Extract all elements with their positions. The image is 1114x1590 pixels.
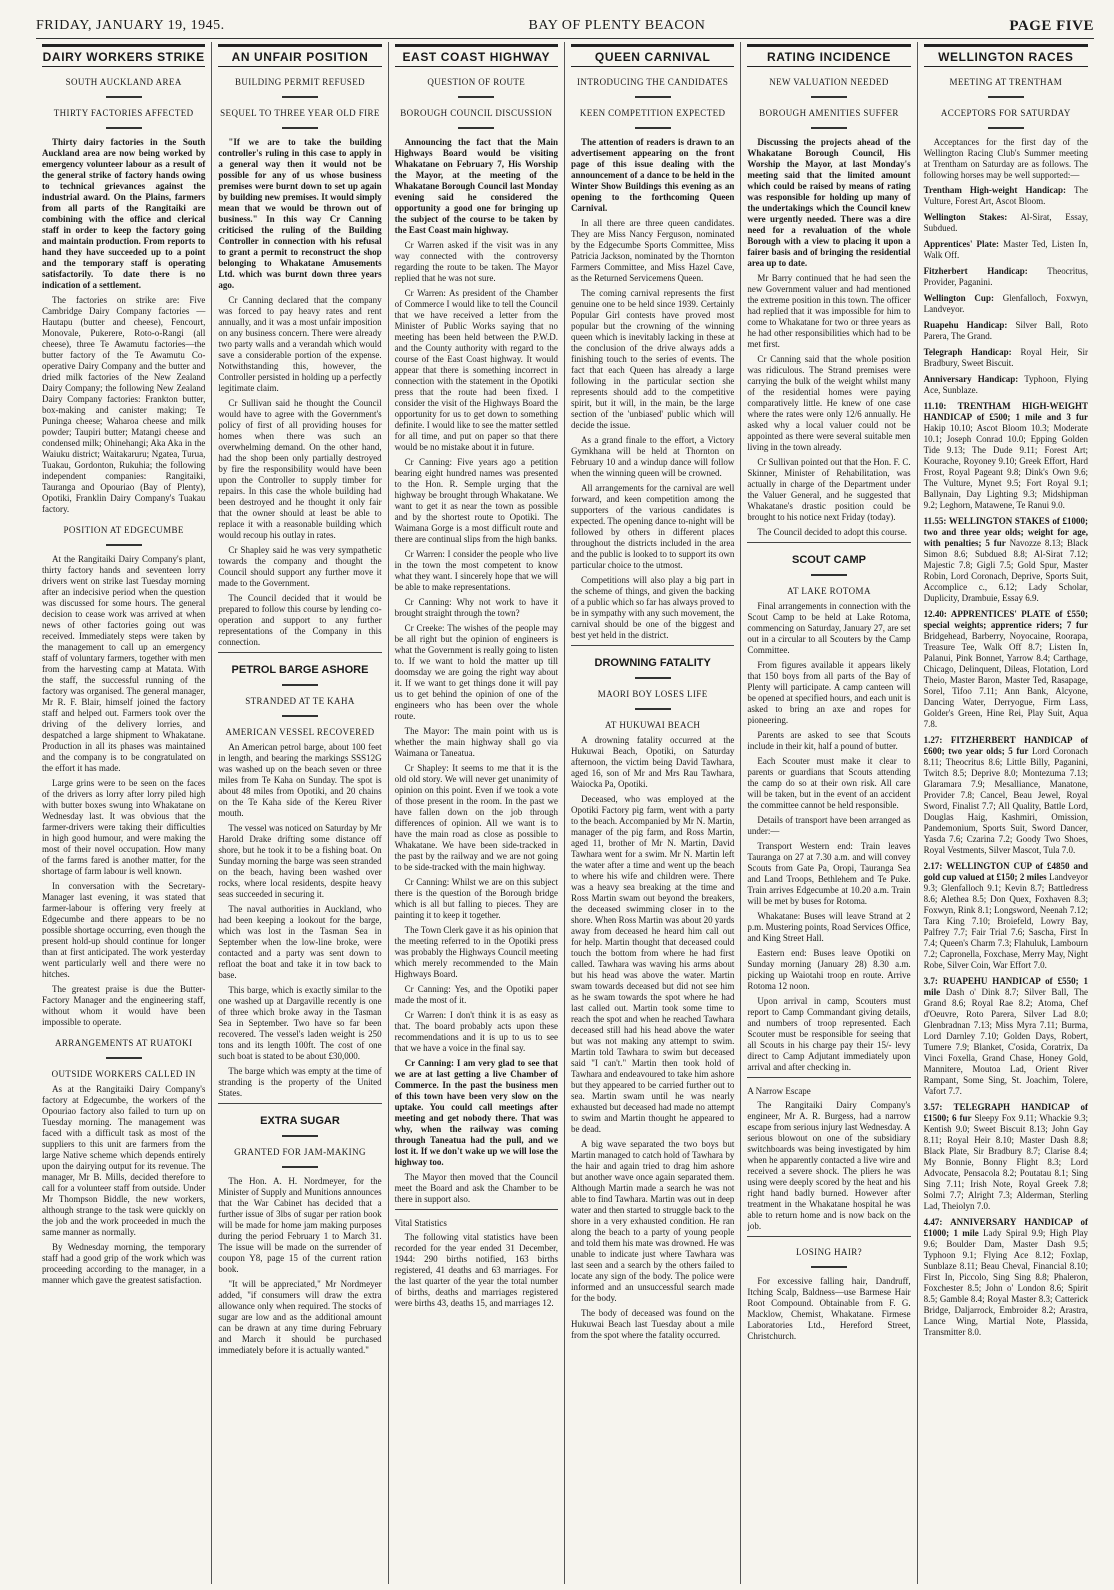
race-title: 12.40: APPRENTICES' PLATE of £550; special weights; apprentice riders; 7 fur: [923, 609, 1088, 630]
tip-race: Ruapehu Handicap:: [923, 320, 1008, 330]
tip-item: [924, 212, 1088, 234]
tip-item: [924, 266, 1088, 288]
paragraph: The Mayor then moved that the Council meet the Board and ask the Chamber to be there in support also.: [394, 1172, 558, 1204]
paragraph: Details of transport have been arranged as under:—: [747, 815, 911, 836]
divider: [282, 127, 318, 129]
paragraph: This barge, which is exactly similar to the one washed up at Dargaville recently is one of three which broke away in the Tasman Sea in September. Two have so far been recovered. The vessel's laden weight is 250 tons and its length 100ft. The cost of one such boat is stated to be about £30,000.: [218, 985, 382, 1061]
paragraph: At the Rangitaiki Dairy Company's plant, thirty factory hands and seventeen lorry drivers went on strike last Tuesday morning after an indecisive period when the question was discussed for some hours. The general decision to cease work was arrived at when news of other factories going out was received. Immediately steps were taken by the management to call up an emergency staff of voluntary farmers, together with men from the harvesting camp at Matata. With the staff, the successful running of the factory was organised. The general manager, Mr R. F. Blair, himself joined the factory staff and helped out. Farmers took over the driving of the delivery lorries, and despatched a large shipment to Whakatane. Production in all its phases was maintained and the company is to be congratulated on the effort it has made.: [42, 554, 206, 773]
divider: [747, 542, 910, 543]
headline: EAST COAST HIGHWAY: [395, 44, 558, 67]
paragraph: Cr Warren: As president of the Chamber of Commerce I would like to tell the Council that we have received a letter from the Minister of Public Works saying that no meeting has been held between the P.W.D. and the County authority with regard to the course of the East Coast highway. It would appear that there is something incorrect in connection with the statement in the Opotiki press that the route had been fixed. I consider the visit of the Highways Board the opportunity for us to get down to something definite. I would like to see the matter settled for all time, and put on paper so that there would be no mistake about it in future.: [394, 288, 558, 452]
tip-horses: Royal Heir, Sir Bradbury, Sweet Biscuit.: [923, 347, 1088, 368]
subheading: OUTSIDE WORKERS CALLED IN: [51, 1069, 196, 1079]
paragraph: Transport Western end: Train leaves Tauranga on 27 at 7.30 a.m. and will convey Scouts from Gate Pa, Oropi, Tauranga Sea and Land Troops, Bethlehem and Te Puke. Train arrives Edgecumbe at 10.20 a.m. Train will be met by buses for Rotoma.: [747, 841, 911, 906]
headline: QUEEN CARNIVAL: [571, 44, 734, 67]
paragraph: The Council decided to adopt this course.: [757, 527, 908, 537]
paragraph: Cr Canning: Why not work to have it brought straight through the town?: [394, 597, 558, 618]
paragraph: Eastern end: Buses leave Opotiki on Sunday morning (January 28) 8.30 a.m. picking up Waiotahi troop en route. Arrive Rotoma 12 noon.: [747, 948, 911, 991]
paragraph: The Council decided that it would be prepared to follow this course by lending co-operation and support to any further representations of the Company in this connection.: [218, 593, 382, 647]
tip-race: Telegraph Handicap:: [923, 347, 1012, 357]
divider: [811, 574, 847, 576]
race-entry: [924, 735, 1088, 856]
tip-item: [924, 347, 1088, 369]
paragraph: In all there are three queen candidates. They are Miss Nancy Ferguson, nominated by the Edgecumbe Sports Committee, Miss Patricia Jackson, nominated by the Thornton Farmers Committee, and Miss Hazel Cave, as the Returned Servicemens Queen.: [570, 218, 735, 283]
race-entry: [924, 861, 1088, 971]
tips-list: [924, 185, 1088, 396]
race-field: Hakip 10.10; Ascot Bloom 10.3; Moderate 10.1; Joseph Conrad 10.0; Epping Golden Tide 9.13; The Dude 9.11; Forest Art; Kourache, Royoney 9.10; Greek Effort, Hard Frost, Royal Pageant 9.8; Dink's Own 9.6; The Vulture, Mynet 9.5; Fort Royal 9.1; Ballynain, Day Lighting 9.3; Midshipman 9.2; Leghorn, Matawene, Te Ranui 9.0.: [923, 423, 1088, 510]
paragraph: Cr Sullivan said he thought the Council would have to agree with the Government's policy of first of all providing houses for homes when there was such an overwhelming demand. On the other hand, had the shop been only partially destroyed by fire the responsibility would have been upon the Controller to supply timber for repairs. In this case the whole building had been destroyed and he thought it only fair that the owner should at least be able to replace it with a reasonable building which would recoup his outlay in rates.: [218, 398, 382, 540]
headline: RATING INCIDENCE: [747, 44, 910, 67]
paragraph: A drowning fatality occurred at the Hukuwai Beach, Opotiki, on Saturday afternoon, the victim being David Tawhara, aged 16, son of Mr and Mrs Rau Tawhara, Waiocka Pa, Opotiki.: [570, 735, 735, 789]
section-heading: EXTRA SUGAR: [260, 1115, 340, 1127]
subheading: AT HUKUWAI BEACH: [605, 720, 701, 730]
subheading: KEEN COMPETITION EXPECTED: [579, 108, 726, 118]
tip-horses: Al-Sirat, Essay, Subdued.: [923, 212, 1088, 233]
divider: [747, 1077, 910, 1078]
headline: DAIRY WORKERS STRIKE: [42, 44, 205, 67]
divider: [106, 544, 142, 546]
paragraph: Deceased, who was employed at the Opotiki Factory pig farm, went with a party to the beach. Accompanied by Mr N. Martin, manager of the pig farm, and Ross Martin, aged 11, brother of Mr N. Martin, David Tawhara went for a swim. Mr N. Martin left the water after a time and went up the beach to where his wife and children were. There was a heavy sea breaking at the time and Ross Martin swam out beyond the breakers, the deceased swimming closer in to the shore. When Ross Martin was about 20 yards away from deceased he heard him call out for help. Martin thought that deceased could touch the bottom from where he had first called. Tawhara was waving his arms about but his head was above the water. Martin swam towards deceased but did not see him as he swam towards the spot where he had last called out. Martin took some time to reach the spot and when he reached Tawhara deceased still had his head above the water but was not making any attempt to swim. Martin told Tawhara to swim but deceased said "I can't." Martin then took hold of Tawhara and endeavoured to take him ashore but they appeared to be carried further out to sea. Martin swam until he was nearly exhausted but deceased had made no attempt to swim and Martin thought he appeared to be dead.: [570, 794, 735, 1134]
race-title: 11.10: TRENTHAM HIGH-WEIGHT HANDICAP of £500; 1 mile and 3 fur: [923, 401, 1088, 422]
divider: [988, 96, 1024, 98]
tip-race: Fitzherbert Handicap:: [923, 266, 1028, 276]
divider: [747, 1236, 910, 1237]
paragraph: The following vital statistics have been recorded for the year ended 31 December, 1944: 290 births notified, 163 births registered, 41 deaths and 63 marriages. For the last quarter of the year the total number of births, deaths and marriages registered were births 43, deaths 15, and marriages 12.: [394, 1232, 558, 1308]
paragraph: Acceptances for the first day of the Wellington Racing Club's Summer meeting at Trentham on Saturday are as follows. The following horses may be well supported:—: [923, 137, 1088, 180]
race-entry: [924, 516, 1088, 604]
section-heading: Vital Statistics: [394, 1218, 447, 1228]
subheading: MEETING AT TRENTHAM: [949, 77, 1063, 87]
tip-race: Anniversary Handicap:: [923, 374, 1019, 384]
section-heading: LOSING HAIR?: [795, 1247, 863, 1257]
race-entry: [924, 401, 1088, 511]
divider: [811, 96, 847, 98]
paragraph: Mr Barry continued that he had seen the new Government valuer and had mentioned the extreme position in this town. The officer had replied that it was impossible for him to come to Whakatane for two or three years as he had other responsibilities which had to be met first.: [747, 273, 911, 349]
lead-paragraph: Thirty dairy factories in the South Auckland area are now being worked by emergency volunteer labour as a result of the general strike of factory hands owing to technical grievances against the industrial award. On the Plains, farmers from all parts of the Rangitaiki are combining with the office and clerical staff in order to keep the factory going and maintain production. From reports to hand they have succeeded up to a point and the temporary staff is operating satisfactorily. To date there is no indication of a settlement.: [42, 137, 206, 290]
paragraph: A big wave separated the two boys but Martin managed to catch hold of Tawhara by the hair and again tried to drag him ashore but another wave once again separated them. Although Martin made a search he was not able to find Tawhara. Martin was out in deep water and then started to struggle back to the shore in a very exhausted condition. He ran along the beach to a party of young people and told them his mate was drowned. He was unable to indicate just where Tawhara was last seen and a search by the others failed to locate any sign of the body. The police were informed and an unsuccessful search made for the body.: [570, 1139, 735, 1303]
paragraph: The body of deceased was found on the Hukuwai Beach last Tuesday about a mile from the spot where the fatality occurred.: [570, 1308, 735, 1340]
divider: [635, 677, 671, 679]
race-entry: [924, 609, 1088, 730]
paragraph: The barge which was empty at the time of stranding is the property of the United States.: [218, 1066, 382, 1098]
paragraph: The coming carnival represents the first genuine one to be held since 1939. Certainly Popular Girl contests have proved most popular but the crowning of the winning queen which is inevitably lacking in these at the conclusion of the drive always adds a finishing touch to the series of events. The fact that each Queen has already a large following in the particular section she represents should add to the competitive spirit, but it will, in the main, be the large section of the 'unbiased' public which will decide the issue.: [570, 288, 735, 430]
tip-horses: Glenfalloch, Foxwyn, Landveyor.: [923, 293, 1088, 314]
column-rating-incidence: [741, 42, 917, 1584]
tip-item: [924, 374, 1088, 396]
divider: [458, 127, 494, 129]
paragraph: Cr Canning said that the whole position was ridiculous. The Strand premises were carrying the bulk of the weight whilst many of the residential homes were paying comparatively little. He knew of one case where the rates were only 12/6 annually. He asked why a local valuer could not be appointed as there were several suitable men living in the town already.: [747, 354, 911, 452]
subheading: SEQUEL TO THREE YEAR OLD FIRE: [220, 108, 380, 118]
lead-paragraph: Cr Canning: I am very glad to see that we are at last getting a live Chamber of Commerce. In the past the business men of this town have been very slow on the uptake. You could call meetings after meeting and get nobody there. That was why, when the railway was coming through Taneatua had the pull, and we lost it. If we don't wake up we will lose the highway too.: [394, 1058, 558, 1167]
tip-item: [924, 185, 1088, 207]
paragraph: Parents are asked to see that Scouts include in their kit, half a pound of butter.: [747, 730, 911, 751]
tip-item: [924, 239, 1088, 261]
race-field: Dash o' Dink 8.7; Silver Ball, The Grand 8.6; Royal Rae 8.2; Atoma, Chef d'Oeuvre, Roto Parera, Silver Lad 8.0; Glenbradnan 7.13; Miss Myra 7.11; Burma, Lord Darnley 7.10; Golden Days, Robert, Tumere 7.9; Blanket, C'osida, Coratrix, Da Vinci Foxella, Grand Chase, Honey Gold, Mannitere, Moutoa Lad, Orient River Rampant, Some Sing, St. Joachim, Tolere, Vafort 7.7.: [923, 987, 1088, 1096]
subheading: BOROUGH AMENITIES SUFFER: [759, 108, 899, 118]
lead-paragraph: Discussing the projects ahead of the Whakatane Borough Council, His Worship the Mayor, at last Monday's meeting said that the limited amount which could be raised by means of rating was responsible for holding up many of the undertakings which the Council knew were urgently needed. There was a dire need for a revaluation of the whole Borough with a view to placing it upon a fairer basis and of bringing the residential area up to date.: [747, 137, 911, 268]
paragraph: By Wednesday morning, the temporary staff had a good grip of the work which was proceeding according to the manager, in a manner which gave the greatest satisfaction.: [42, 1242, 206, 1285]
paragraph: An American petrol barge, about 100 feet in length, and bearing the markings SSS12G was washed up on the beach seven or three miles from Te Kaha on Sunday. The spot is about 48 miles from Opotiki, and 20 chains on the Te Kaha side of the Kereu River mouth.: [218, 742, 382, 818]
divider: [218, 652, 381, 653]
paragraph: Upon arrival in camp, Scouters must report to Camp Commandant giving details, and numbers of troop represented. Each Scouter must be responsible for seeing that all Scouts in his charge pay their 15/- levy direct to Camp Adjutant immediately upon arrival and after checking in.: [747, 996, 911, 1072]
paragraph: Large grins were to be seen on the faces of the drivers as lorry after lorry piled high with butter boxes swung into Whakatane on Wednesday last. It was obvious that the farmer-drivers were taking their difficulties in high good humour, and were making the most of their novel occupation. How many of the farms fared is another matter, for the shortage of farm labour is well known.: [42, 778, 206, 876]
page-number: PAGE FIVE: [1009, 17, 1094, 34]
race-field: Sleepy Fox 9.11; Whackie 9.3; Kentish 9.0; Sweet Biscuit 8.13; John Gay 8.11; Royal Heir 8.10; Master Dash 8.8; Black Plate, Sir Bradbury 8.7; Clarise 8.4; My Bonnie, Bonny Flight 8.3; Lord Advocate, Pensacola 8.2; Poutatau 8.1; Sing Sing 7.11; Irish Note, Royal Greek 7.8; Solmi 7.7; Alright 7.3; Alderman, Sterling Lad, Theiolyn 7.0.: [923, 1113, 1088, 1211]
paragraph: As a grand finale to the effort, a Victory Gymkhana will be held at Thornton on February 10 and a windup dance will follow when the winning queen will be crowned.: [570, 435, 735, 478]
subheading: SOUTH AUCKLAND AREA: [65, 77, 182, 87]
column-unfair-position: [212, 42, 388, 1584]
divider: [395, 1209, 558, 1210]
race-field: Navozze 8.13; Black Simon 8.6; Subdued 8.8; Al-Sirat 7.12; Majestic 7.8; Gigli 7.5; Gold Spur, Master Robin, Lord Coronach, Deprive, Sports Suit, Accomplice c., 6.12; Lady Scholar, Duplicity, Drambuie, Essay 6.9.: [923, 538, 1088, 603]
divider: [811, 127, 847, 129]
divider: [282, 1166, 318, 1168]
divider: [282, 96, 318, 98]
race-field: Lord Coronach 8.11; Theocritus 8.6; Little Billy, Paganini, Twitch 8.5; Deprive 8.0; Montezuma 7.13; Glaramara 7.9; Mesalliance, Manatone, Provider 7.8; Cancel, Beau Jewel, Royal Sword, Finalist 7.7; All Quality, Battle Lord, Douglas Haig, Kashmiri, Omission, Pandemonium, Sports Suit, Sword Dancer, Yasda 7.6; Czarina 7.2; Goody Two Shoes, Royal Vestments, Silver Mascot, Tula 7.0.: [923, 746, 1088, 855]
race-fields: [924, 401, 1088, 1338]
column-wellington-races: [918, 42, 1094, 1584]
subheading: GRANTED FOR JAM-MAKING: [234, 1147, 366, 1157]
paragraph: Cr Canning: Five years ago a petition bearing eight hundred names was presented to the Hon. R. Semple urging that the highway be brought through Whakatane. We want to get it as near the town as possible and by the shortest route to Opotiki. The Waimana Gorge is a most difficult route and there are continual slips from the high banks.: [394, 457, 558, 544]
tip-race: Wellington Cup:: [923, 293, 994, 303]
divider: [282, 1135, 318, 1137]
race-title: 3.57: TELEGRAPH HANDICAP of £1500; 6 fur: [923, 1102, 1088, 1123]
paragraph: The naval authorities in Auckland, who had been keeping a lookout for the barge, which was lost in the Tasman Sea in September when the low-line broke, were contacted and a party was sent down to refloat the boat and take it in tow back to base.: [218, 904, 382, 980]
paragraph: Final arrangements in connection with the Scout Camp to be held at Lake Rotoma, commencing on Saturday, January 27, are set out in a circular to all Scouters by the Camp Committee.: [747, 601, 911, 655]
divider: [106, 1057, 142, 1059]
paragraph: Cr Canning declared that the company was forced to pay heavy rates and rent annually, and it was a most unfair imposition on any business concern. There were already two party walls and a verandah which would save a considerable portion of the expense. Notwithstanding this, however, the Controller persisted in holding up a perfectly legitimate claim.: [218, 295, 382, 393]
lead-paragraph: The attention of readers is drawn to an advertisement appearing on the front page of this issue dealing with the announcement of a dance to be held in the Winter Show Buildings this evening as an opening to the forthcoming Queen Carnival.: [570, 137, 735, 213]
issue-date: FRIDAY, JANUARY 19, 1945.: [36, 18, 225, 33]
paragraph: The greatest praise is due the Butter-Factory Manager and the engineering staff, without whom it would have been impossible to operate.: [42, 984, 206, 1027]
tip-horses: Typhoon, Flying Ace, Sunblaze.: [923, 374, 1088, 395]
column-queen-carnival: [565, 42, 741, 1584]
divider: [988, 127, 1024, 129]
paragraph: Cr Warren: I consider the people who live in the town the most competent to know what they want. I sincerely hope that we will be able to make representations.: [394, 549, 558, 592]
paragraph: The Hon. A. H. Nordmeyer, for the Minister of Supply and Munitions announces that the War Cabinet has decided that a further issue of 3lbs of sugar per ration book will be made for home jam making purposes during the period February 1 to March 31. The issue will be made on the surrender of coupon Y8, page 15 of the current ration book.: [218, 1176, 382, 1274]
paragraph: The Mayor: The main point with us is whether the main highway shall go via Waimana or Taneatua.: [394, 726, 558, 758]
paragraph: Cr Sullivan pointed out that the Hon. F. C. Skinner, Minister of Rehabilitation, was actually in charge of the Department under the Valuer General, and he suggested that Whakatane's drastic position could be brought to his notice next Friday (today).: [747, 457, 911, 522]
headline: WELLINGTON RACES: [924, 44, 1088, 67]
paragraph: Competitions will also play a big part in the scheme of things, and given the backing of a public which so far has always proved to be in sympathy with any such movement, the carnival should be one of the biggest and best yet held in the district.: [570, 575, 735, 640]
subheading: QUESTION OF ROUTE: [427, 77, 526, 87]
subheading: AMERICAN VESSEL RECOVERED: [225, 727, 375, 737]
race-entry: [924, 1102, 1088, 1212]
subheading: THIRTY FACTORIES AFFECTED: [53, 108, 194, 118]
subheading: INTRODUCING THE CANDIDATES: [577, 77, 729, 87]
paragraph: As at the Rangitaiki Dairy Company's factory at Edgecumbe, the workers of the Opouriao factory also failed to turn up on Tuesday morning. The management was faced with a difficult task as most of the suppliers to this unit are farmers from the large Native scheme which depends entirely upon the dairying output for its revenue. The manager, Mr B. Mills, decided therefore to call for a volunteer staff from outside. Under Mr Thompson Biddle, the new workers, although strange to the task were quickly on the job and the work proceeded in much the same manner as normally.: [42, 1084, 206, 1237]
paragraph: The factories on strike are: Five Cambridge Dairy Company factories —Hautapu (butter and cheese), Fencourt, Monovale, Pukerere, Roto-o-Rangi (all cheese), three Te Awamutu factories—the butter factory of the Te Awamutu Co-operative Dairy Company and the butter and dried milk factories of the New Zealand Dairy Company; the following New Zealand Dairy Company factories: Frankton butter, box-making and canister making; Te Puninga cheese; Waharoa cheese and milk powder; Taupiri butter; Matangi cheese and condensed milk; Ohinehangi; Aka Aka in the Waiuku district; Waitakaruru; Ngatea, Turua, Tuakau, Gordonton, Rukuhia; the following independent companies: Rangitaiki, Tauranga and Opouriao (Bay of Plenty), Opotiki, Franklin Dairy Company's Tuakau factory.: [42, 295, 206, 514]
subheading: MAORI BOY LOSES LIFE: [597, 689, 708, 699]
tip-item: [924, 320, 1088, 342]
race-title: 3.7: RUAPEHU HANDICAP of £550; 1 mile: [923, 976, 1088, 997]
race-title: 4.47: ANNIVERSARY HANDICAP of £1000; 1 mile: [923, 1217, 1088, 1238]
paragraph: Cr Canning: Whilst we are on this subject there is the question of the Borough bridge which is all but falling to pieces. They are painting it to keep it together.: [394, 877, 558, 920]
paragraph: Cr Shapley said he was very sympathetic towards the company and thought the Council should support any further move it made to the Government.: [218, 545, 382, 588]
section-heading: ARRANGEMENTS AT RUATOKI: [54, 1038, 193, 1048]
paragraph: Cr Warren: I don't think it is as easy as that. The board probably acts upon these recommendations and it is up to us to see that we have a voice in the final say.: [394, 1010, 558, 1053]
paragraph: Cr Creeke: The wishes of the people may be all right but the opinion of engineers is what the Government is really going to listen to. If we want to hold the matter up till doomsday we are going the right way about it. If we want to get things done it will pay us to get behind the opinion of one of the engineers who has been over the whole route.: [394, 623, 558, 721]
race-title: 1.27: FITZHERBERT HANDICAP of £600; two year olds; 5 fur: [923, 735, 1088, 756]
divider: [106, 127, 142, 129]
tip-horses: Silver Ball, Roto Parera, The Grand.: [923, 320, 1088, 341]
paragraph: The Rangitaiki Dairy Company's engineer, Mr A. R. Burgess, had a narrow escape from serious injury last Wednesday. A serious blowout on one of the subsidiary switchboards was being investigated by him when he apparently contacted a live wire and received a severe shock. The pliers he was using were deeply scored by the heat and his right hand badly burned. However after treatment in the Whakatane hospital he was able to return home and is now back on the job.: [747, 1100, 911, 1231]
subheading: NEW VALUATION NEEDED: [769, 77, 889, 87]
paragraph: All arrangements for the carnival are well forward, and keen competition among the supporters of the various candidates is expected. The opening dance to-night will be followed by others in different places throughout the districts included in the area and the public is looked to to support its own particular choice to the utmost.: [570, 483, 735, 570]
divider: [635, 96, 671, 98]
tip-race: Trentham High-weight Handicap:: [923, 185, 1067, 195]
divider: [458, 96, 494, 98]
tip-item: [924, 293, 1088, 315]
paper-title: BAY OF PLENTY BEACON: [528, 18, 706, 33]
paragraph: The Town Clerk gave it as his opinion that the meeting referred to in the Opotiki press was probably the Highways Council meeting which merely recommended to the Main Highways Board.: [394, 925, 558, 979]
section-heading: SCOUT CAMP: [792, 554, 866, 566]
subheading: BUILDING PERMIT REFUSED: [234, 77, 366, 87]
divider: [811, 1266, 847, 1268]
masthead: [36, 14, 1094, 39]
subheading: STRANDED AT TE KAHA: [245, 696, 355, 706]
article-columns: [36, 42, 1094, 1584]
section-heading: POSITION AT EDGECUMBE: [63, 525, 184, 535]
race-title: 2.17: WELLINGTON CUP of £4850 and gold cup valued at £150; 2 miles: [923, 861, 1088, 882]
race-entry: [924, 976, 1088, 1097]
paragraph: For excessive falling hair, Dandruff, Itching Scalp, Baldness—use Barmese Hair Root Compound. Obtainable from F. G. Macklow, Chemist, Whakatane. Firmese Laboratories Ltd., Hereford Street, Christchurch.: [747, 1276, 911, 1341]
headline: AN UNFAIR POSITION: [218, 44, 381, 67]
lead-paragraph: Announcing the fact that the Main Highways Board would be visiting Whakatane on February 7, His Worship the Mayor, at the meeting of the Whakatane Borough Council last Monday evening said he considered the opportunity a good one for bringing up the subject of the course to be taken by the East Coast main highway.: [394, 137, 558, 235]
paragraph: The vessel was noticed on Saturday by Mr Harold Drake drifting some distance off shore, but he took it to be a fishing boat. On Sunday morning the barge was seen stranded on the beach, having been washed over rocks, where local residents, despite heavy seas succeeded in securing it.: [218, 823, 382, 899]
tip-race: Apprentices' Plate:: [923, 239, 1000, 249]
subheading: BOROUGH COUNCIL DISCUSSION: [400, 108, 553, 118]
subheading: ACCEPTORS FOR SATURDAY: [940, 108, 1071, 118]
tip-race: Wellington Stakes:: [923, 212, 1008, 222]
divider: [571, 645, 734, 646]
section-heading: A Narrow Escape: [747, 1086, 811, 1096]
column-east-coast-highway: [389, 42, 565, 1584]
tip-horses: Master Ted, Listen In, Walk Off.: [923, 239, 1088, 260]
divider: [106, 96, 142, 98]
race-field: Bridgehead, Barberry, Noyocaine, Roorapa, Treasure Tee, Walk Off 8.7; Listen In, Palanui, Pink Bonnet, Yarrow 8.4; Carthage, Chicago, Delinquent, Dileas, Flotation, Lord Theio, Master Baron, Master Ted, Rasapage, Sorel, Tifoo 7.11; Ann Bank, Alcyone, Dancing Water, Derryogue, Firm Lass, Golder's Green, Hine Rei, Play Suit, Aqua 7.8.: [923, 631, 1088, 729]
divider: [635, 127, 671, 129]
paragraph: "It will be appreciated," Mr Nordmeyer added, "if consumers will draw the extra allowance only when required. The stocks of sugar are low and as the additional amount can be drawn at any time during February and March it should be purchased immediately before it is actually wanted.": [218, 1279, 382, 1355]
race-field: Landveyor 9.3; Glenfalloch 9.1; Kevin 8.7; Battledress 8.6; Alethea 8.5; Don Quex, Foxhaven 8.3; Foxwyn, Rink 8.1; Longsword, Neenah 7.12; Tara King 7.10; Broiefeld, Lowry Bay, Palfrey 7.7; Fair Trial 7.6; Sascha, First In 7.4; Queen's Charm 7.3; Flahuluk, Lambourn 7.2; Capronella, Foxchase, Merry May, Night Robe, Silver Coin, War Effort 7.0.: [923, 872, 1088, 970]
section-heading: DROWNING FATALITY: [594, 657, 711, 669]
paragraph: Cr Shapley: It seems to me that it is the old old story. We will never get unanimity of opinion on this point. Even if we took a vote of those present in the room. In the past we have fallen down on the job through differences of opinion. All we want is to have the main road as close as possible to Whakatane. We have been side-tracked in the past by the railway and we are not going to be side-tracked with the main highway.: [394, 763, 558, 872]
race-field: Lady Spiral 9.9; High Play 9.6; Boulder Dam, Master Dash 9.5; Typhoon 9.1; Flying Ace 8.12; Foxlap, Sunblaze 8.11; Beau Cheval, Financial 8.10; First In, Piccolo, Sing Sing 8.8; Phaleron, Foxchester 8.5; John o' London 8.6; Spirit 8.5; Gamble 8.4; Royal Master 8.3; Catterick Bridge, Daljarrock, Embroider 8.2; Arastra, Lance Wing, Martial Note, Plassida, Transmitter 8.0.: [923, 1228, 1088, 1337]
paragraph: Cr Warren asked if the visit was in any way connected with the controversy regarding the route to be taken. The Mayor replied that he was not sure.: [394, 240, 558, 283]
paragraph: Whakatane: Buses will leave Strand at 2 p.m. Mustering points, Road Services Office, and King Street Hall.: [747, 911, 911, 943]
divider: [282, 715, 318, 717]
paragraph: From figures available it appears likely that 150 boys from all parts of the Bay of Plenty will participate. A camp canteen will be opened at specified hours, and each unit is asked to bring an axe and ropes for pioneering.: [747, 660, 911, 725]
section-heading: PETROL BARGE ASHORE: [231, 664, 369, 676]
paragraph: Cr Canning: Yes, and the Opotiki paper made the most of it.: [394, 984, 558, 1005]
race-title: 11.55: WELLINGTON STAKES of £1000; two and three year olds; weight for age, with penalties; 5 fur: [923, 516, 1088, 548]
lead-paragraph: "If we are to take the building controller's ruling in this case to apply in a general way then it would not be possible for any of us whose business premises were burnt down to set up again by building new premises. It would simply mean that we would be thrown out of business." In this way Cr Canning criticised the ruling of the Building Controller in connection with his refusal to grant a permit to reconstruct the shop belonging to Whakatane Amusements Ltd. which was burnt down three years ago.: [218, 137, 382, 290]
tip-horses: Theocritus, Provider, Paganini.: [923, 266, 1088, 287]
column-dairy-workers-strike: [36, 42, 212, 1584]
divider: [635, 708, 671, 710]
race-entry: [924, 1217, 1088, 1338]
subheading: AT LAKE ROTOMA: [787, 586, 871, 596]
divider: [282, 684, 318, 686]
paragraph: Each Scouter must make it clear to parents or guardians that Scouts attending the camp do so at their own risk. All care will be taken, but in the event of an accident the committee cannot be held responsible.: [747, 756, 911, 810]
tip-horses: The Vulture, Forest Art, Ascot Bloom.: [923, 185, 1088, 206]
paragraph: In conversation with the Secretary-Manager last evening, it was stated that farmer-labour is offering very freely at Edgecumbe and there appears to be no possible shortage occurring, even though the present hold-up should continue for longer than at first anticipated. The work yesterday went particularly well and there were no hitches.: [42, 881, 206, 979]
divider: [218, 1103, 381, 1104]
